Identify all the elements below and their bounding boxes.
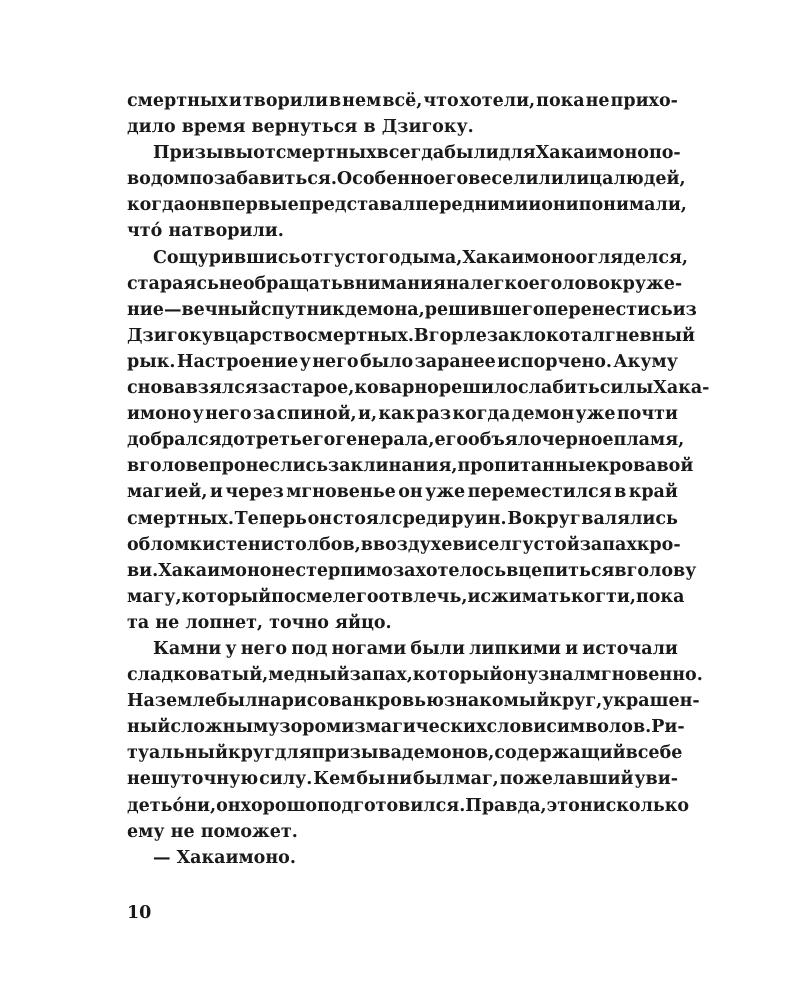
text-line: Призывы от смертных всегда были для Хакаимоно по- [153,143,681,164]
text-line: рык. Настроение у него было заранее испорчено. Акуму [127,351,678,372]
text-line: водом позабавиться. Особенно его веселили лица людей, [127,169,686,190]
text-line: Камни у него под ногами были липкими и источали [153,638,678,659]
text-line: Дзигоку в царство смертных. В горле заклокотал гневный [127,325,695,346]
text-line: На земле был нарисован кровью знакомый круг, украшен- [127,691,700,712]
text-line: — Хакаимоно. [153,847,296,868]
text-line: сладковатый, медный запах, который он узнал мгновенно. [127,665,703,686]
text-line: туальный круг для призыва демонов, содержащий в себе [127,743,683,764]
body-text [127,88,710,871]
text-line: магией, и через мгновенье он уже переместился в край [127,482,678,503]
text-line: смертных и творили в нем всё, что хотели, пока не прихо- [127,91,678,111]
text-line: добрался до третьего генерала, его объяло черное пламя, [127,430,685,451]
text-line: та не лопнет, точно яйцо. [127,612,392,633]
text-line: ему не поможет. [127,821,298,842]
text-line: стараясь не обращать внимания на легкое головокруже- [127,273,683,294]
text-line: ный сложным узором из магических слов и символов. Ри- [127,717,685,738]
text-line: ние — вечный спутник демона, решившего перенестись из [127,299,697,320]
text-line: обломки стен и столбов, в воздухе висел густой запах кро- [127,534,681,555]
text-line: ви. Хакаимоно нестерпимо захотелось вцепиться в голову [127,560,697,581]
text-line: Сощурившись от густого дыма, Хакаимоно огляделся, [153,247,689,268]
text-line: нешуточную силу. Кем бы ни был маг, пожелавший уви- [127,769,678,790]
page-number: 10 [127,903,152,923]
text-line: имоно у него за спиной, и, как раз когда демон уже почти [127,404,678,425]
text-line: дило время вернуться в Дзигоку. [127,117,474,138]
text-line: в голове пронеслись заклинания, пропитанные кровавой [127,456,694,477]
text-line: магу, который посмел его отвлечь, и сжимать когти, пока [127,586,685,607]
text-line: деть óни, он хорошо подготовился. Правда, это нисколько [127,795,690,816]
text-line: чтó натворили. [127,221,284,242]
text-line: снова взялся за старое, коварно решил ослабить силы Хака- [127,378,710,399]
text-line: когда он впервые представал перед ними и они понимали, [127,195,687,216]
text-line: смертных. Теперь он стоял среди руин. Вокруг валялись [127,508,678,529]
